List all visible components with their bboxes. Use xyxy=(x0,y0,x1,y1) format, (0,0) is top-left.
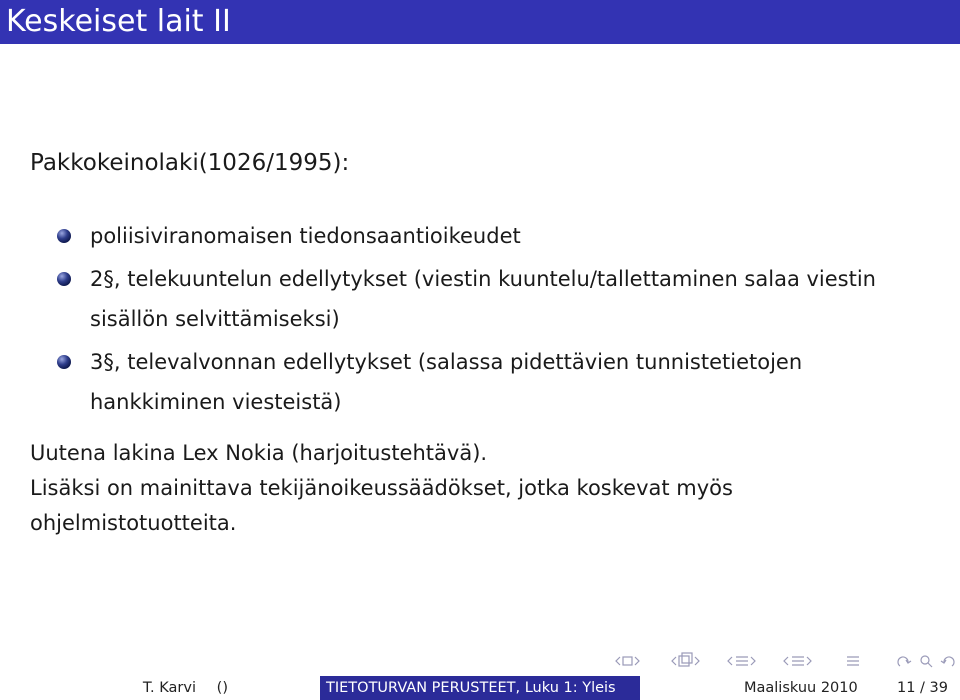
nav-subsection-icon[interactable] xyxy=(672,653,699,666)
footer-institute: () xyxy=(216,680,228,696)
list-item-text: 2§, telekuuntelun edellytykset (viestin kuuntelu/tallettaminen salaa viestin sisällön selvittämiseksi) xyxy=(90,267,876,331)
ball-bullet-icon xyxy=(56,354,72,370)
nav-appendix-icon[interactable] xyxy=(847,657,859,665)
footer-short-title: TIETOTURVAN PERUSTEET, Luku 1: Yleis xyxy=(326,680,616,696)
list-item xyxy=(56,216,916,256)
nav-frame-prev-icon[interactable] xyxy=(616,657,639,665)
paragraph-copyright: Lisäksi on mainittava tekijänoikeussäädökset, jotka koskevat myös ohjelmistotuotteita. xyxy=(30,476,733,535)
nav-presentation-icon[interactable] xyxy=(784,657,811,665)
nav-search-icon[interactable] xyxy=(921,656,932,667)
footer-date-box xyxy=(640,676,960,700)
footer-title-box xyxy=(320,676,640,700)
paragraph-lex-nokia: Uutena lakina Lex Nokia (harjoitustehtävä). xyxy=(30,441,488,465)
intro-heading: Pakkokeinolaki(1026/1995): xyxy=(30,150,350,176)
ball-bullet-icon xyxy=(56,228,72,244)
list-item-text: poliisiviranomaisen tiedonsaantioikeudet xyxy=(90,224,521,248)
list-item xyxy=(56,342,916,422)
list-item xyxy=(56,259,916,339)
ball-bullet-icon xyxy=(56,271,72,287)
footer-author-box xyxy=(0,676,320,700)
slide-title-bar xyxy=(0,0,960,44)
beamer-navigation-bar xyxy=(612,652,957,670)
footer-author: T. Karvi xyxy=(142,680,196,696)
nav-forward-icon[interactable] xyxy=(941,657,954,666)
list-item-text: 3§, televalvonnan edellytykset (salassa pidettävien tunnistetietojen hankkiminen viesteistä) xyxy=(90,350,803,414)
footer-bar xyxy=(0,676,960,700)
footer-page-number: 11 / 39 xyxy=(896,680,948,696)
footer-date: Maaliskuu 2010 xyxy=(744,680,858,696)
nav-back-icon[interactable] xyxy=(898,657,911,666)
slide-title: Keskeiset lait II xyxy=(6,4,231,39)
nav-section-icon[interactable] xyxy=(728,657,755,665)
